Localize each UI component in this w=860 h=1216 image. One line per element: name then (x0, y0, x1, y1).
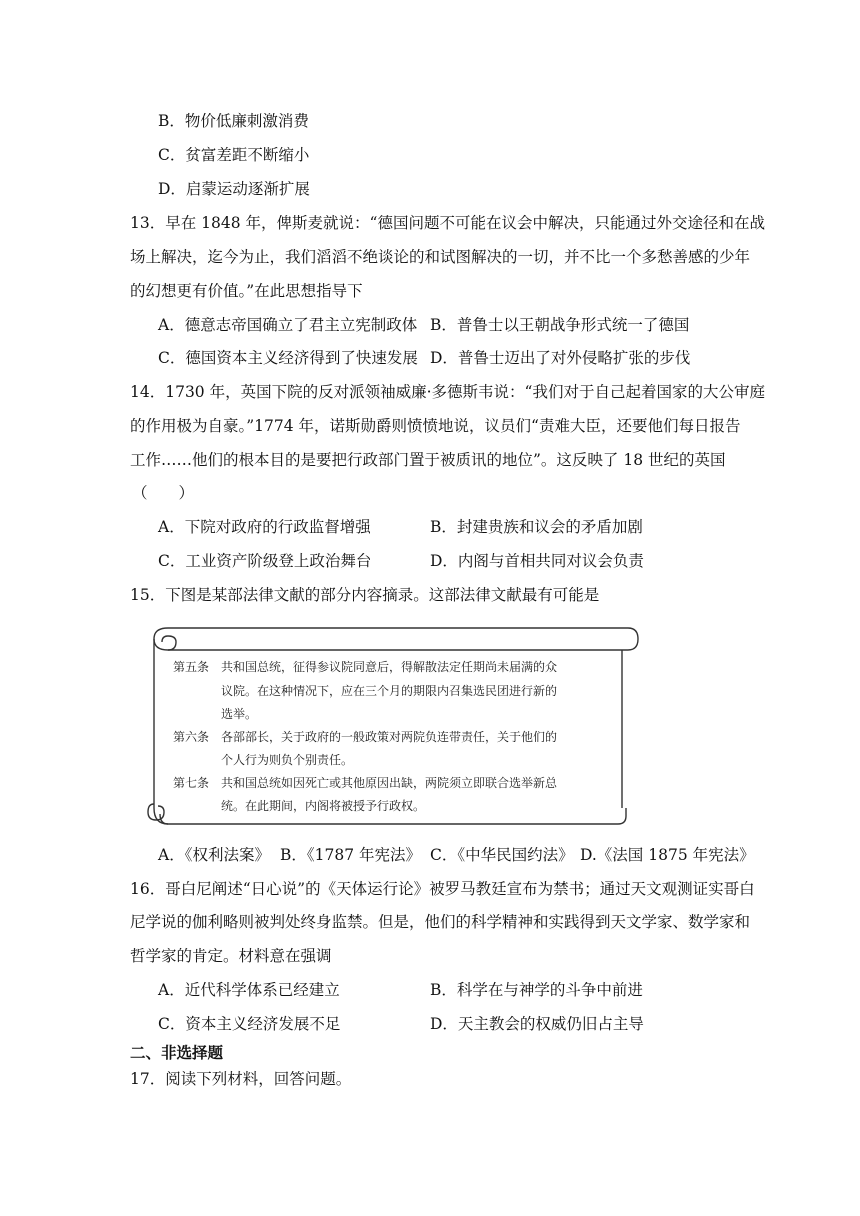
q14-option-a: A．下院对政府的行政监督增强 (158, 518, 371, 536)
q16-option-a: A．近代科学体系已经建立 (158, 981, 340, 999)
article5-line3: 选举。 (221, 707, 258, 721)
q12-option-c: C．贫富差距不断缩小 (158, 146, 310, 164)
article5-line1: 共和国总统，征得参议院同意后，得解散法定任期尚未届满的众 (221, 660, 558, 674)
q15-option-c: C．《中华民国约法》 (430, 846, 574, 864)
q14-answer-blank: （ ） (132, 484, 195, 502)
q16-stem-line3: 哲学家的肯定。材料意在强调 (130, 947, 332, 965)
article7-label: 第七条 (173, 776, 210, 790)
q12-option-d: D．启蒙运动逐渐扩展 (158, 180, 310, 198)
q12-option-b: B．物价低廉刺激消费 (158, 112, 309, 130)
q16-option-c: C．资本主义经济发展不足 (158, 1015, 341, 1033)
q13-option-a: A．德意志帝国确立了君主立宪制政体 (158, 316, 418, 334)
q13-option-b: B．普鲁士以王朝战争形式统一了德国 (430, 316, 690, 334)
article5-line2: 议院。在这种情况下，应在三个月的期限内召集选民团进行新的 (221, 684, 558, 698)
article5-label: 第五条 (173, 660, 210, 674)
q13-option-d: D．普鲁士迈出了对外侵略扩张的步伐 (430, 349, 691, 367)
q13-stem-line2: 场上解决，迄今为止，我们滔滔不绝谈论的和试图解决的一切，并不比一个多愁善感的少年 (130, 248, 751, 266)
q14-option-d: D．内阁与首相共同对议会负责 (430, 552, 644, 570)
q16-stem-line2: 尼学说的伽利略则被判处终身监禁。但是，他们的科学精神和实践得到天文学家、数学家和 (130, 913, 751, 931)
article6-line2: 个人行为则负个别责任。 (221, 753, 354, 767)
q16-stem-line1: 16．哥白尼阐述“日心说”的《天体运行论》被罗马教廷宣布为禁书；通过天文观测证实哥白 (130, 880, 755, 898)
q15-option-b: B．《1787 年宪法》 (280, 846, 422, 864)
q17-stem: 17．阅读下列材料，回答问题。 (130, 1070, 352, 1088)
q14-stem-line2: 的作用极为自豪。”1774 年，诺斯勋爵则愤愤地说，议员们“责难大臣，还要他们每日报告 (130, 417, 741, 435)
article6-label: 第六条 (173, 730, 210, 744)
article6-line1: 各部部长，关于政府的一般政策对两院负连带责任，关于他们的 (221, 730, 558, 744)
q15-option-a: A．《权利法案》 (158, 846, 270, 864)
q13-option-c: C．德国资本主义经济得到了快速发展 (158, 349, 418, 367)
q14-option-c: C．工业资产阶级登上政治舞台 (158, 552, 372, 570)
q14-stem-line3: 工作……他们的根本目的是要把行政部门置于被质讯的地位”。这反映了 18 世纪的英国 (130, 451, 726, 469)
q14-stem-line1: 14．1730 年，英国下院的反对派领袖威廉·多德斯韦说：“我们对于自己起着国家的大公审庭 (130, 383, 765, 401)
article7-line2: 统。在此期间，内阁将被授予行政权。 (221, 799, 426, 813)
article7-line1: 共和国总统如因死亡或其他原因出缺，两院须立即联合选举新总 (221, 776, 558, 790)
section2-heading: 二、非选择题 (130, 1043, 224, 1062)
q15-stem: 15．下图是某部法律文献的部分内容摘录。这部法律文献最有可能是 (130, 586, 600, 604)
q14-option-b: B．封建贵族和议会的矛盾加剧 (430, 518, 643, 536)
q15-option-d: D.《法国 1875 年宪法》 (580, 846, 755, 864)
q13-stem-line3: 的幻想更有价值。”在此思想指导下 (130, 282, 363, 300)
q16-option-d: D．天主教会的权威仍旧占主导 (430, 1015, 644, 1033)
q16-option-b: B．科学在与神学的斗争中前进 (430, 981, 643, 999)
q13-stem-line1: 13．早在 1848 年，俾斯麦就说：“德国问题不可能在议会中解决，只能通过外交途径和在战 (130, 214, 765, 232)
